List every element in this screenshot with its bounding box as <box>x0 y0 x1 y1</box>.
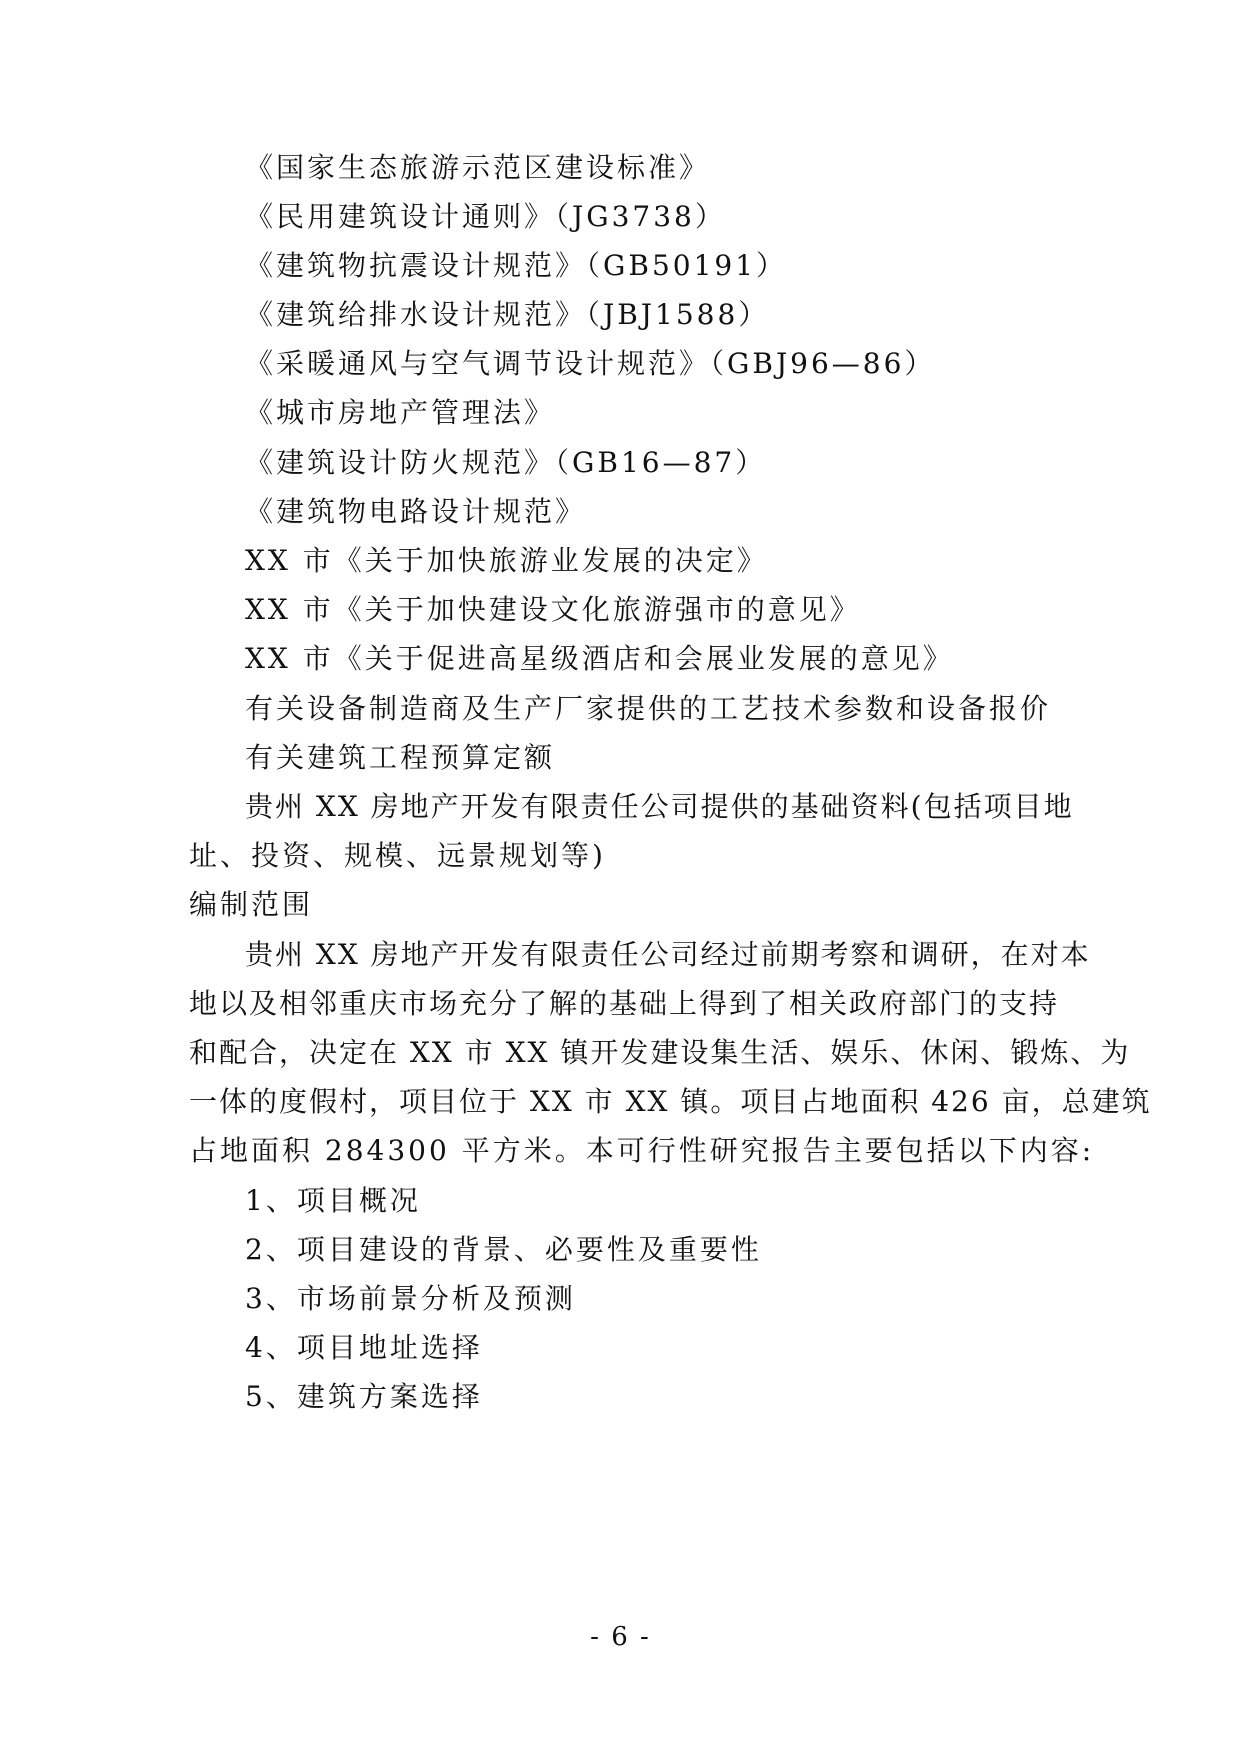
scope-paragraph-line: 一体的度假村，项目位于 XX 市 XX 镇。项目占地面积 426 亩，总建筑 <box>189 1085 1152 1118</box>
standard-item: 《建筑物电路设计规范》 <box>245 495 587 528</box>
standard-item: XX 市《关于促进高星级酒店和会展业发展的意见》 <box>245 642 954 675</box>
page-number: - 6 - <box>590 1622 651 1652</box>
standard-item: 《采暖通风与空气调节设计规范》（GBJ96—86） <box>245 347 936 380</box>
section-heading: 编制范围 <box>189 888 314 921</box>
contents-item: 3、市场前景分析及预测 <box>245 1282 576 1315</box>
basis-paragraph-line: 贵州 XX 房地产开发有限责任公司提供的基础资料(包括项目地 <box>245 790 1074 823</box>
standard-item: XX 市《关于加快建设文化旅游强市的意见》 <box>245 593 861 626</box>
standard-item: 《国家生态旅游示范区建设标准》 <box>245 151 711 184</box>
scope-paragraph-line: 地以及相邻重庆市场充分了解的基础上得到了相关政府部门的支持 <box>189 987 1060 1020</box>
standard-item: 《建筑给排水设计规范》（JBJ1588） <box>245 298 770 331</box>
standard-item: 《建筑设计防火规范》（GB16—87） <box>245 446 767 479</box>
contents-item: 4、项目地址选择 <box>245 1331 483 1364</box>
standard-item: 有关建筑工程预算定额 <box>245 741 556 774</box>
contents-item: 2、项目建设的背景、必要性及重要性 <box>245 1233 762 1266</box>
standard-item: 《城市房地产管理法》 <box>245 396 556 429</box>
contents-item: 1、项目概况 <box>245 1184 421 1217</box>
contents-item: 5、建筑方案选择 <box>245 1380 483 1413</box>
standard-item: XX 市《关于加快旅游业发展的决定》 <box>245 544 768 577</box>
scope-paragraph-line: 贵州 XX 房地产开发有限责任公司经过前期考察和调研，在对本 <box>245 938 1091 971</box>
standard-item: 有关设备制造商及生产厂家提供的工艺技术参数和设备报价 <box>245 692 1052 725</box>
scope-paragraph-line: 占地面积 284300 平方米。本可行性研究报告主要包括以下内容: <box>189 1134 1095 1167</box>
scope-paragraph-line: 和配合，决定在 XX 市 XX 镇开发建设集生活、娱乐、休闲、锻炼、为 <box>189 1036 1131 1069</box>
standard-item: 《民用建筑设计通则》（JG3738） <box>245 200 726 233</box>
standard-item: 《建筑物抗震设计规范》（GB50191） <box>245 249 788 282</box>
basis-paragraph-line: 址、投资、规模、远景规划等) <box>189 839 606 872</box>
